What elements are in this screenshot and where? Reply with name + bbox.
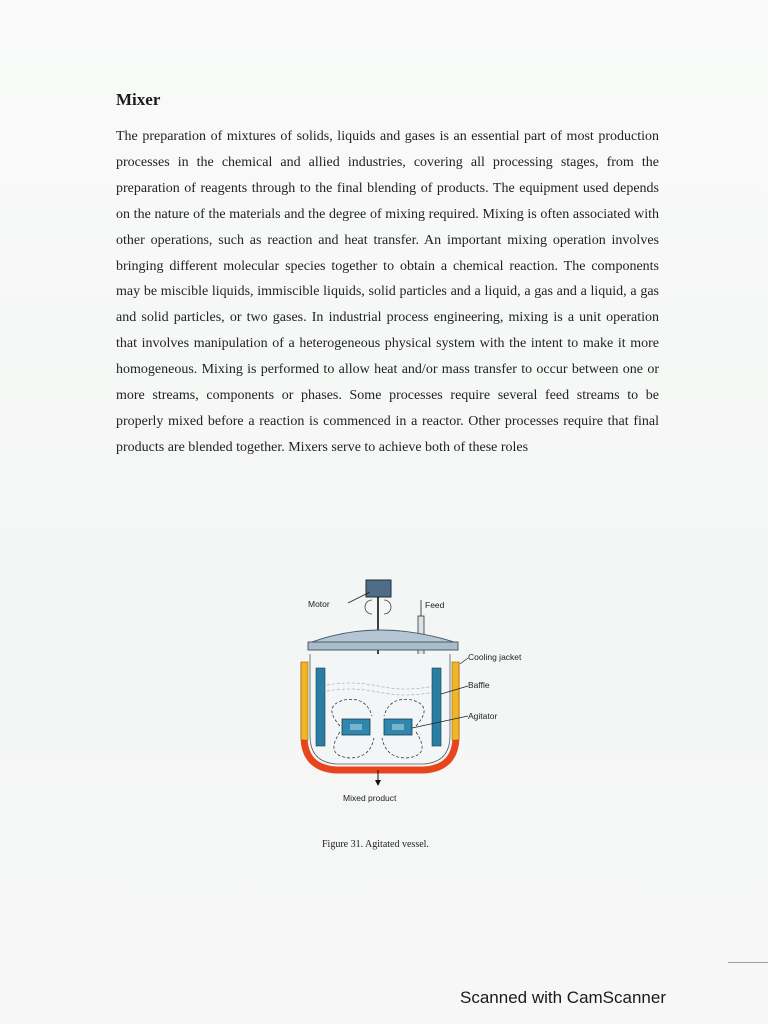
vessel-lid xyxy=(312,630,454,642)
agitator-label: Agitator xyxy=(468,711,498,721)
outlet-arrow-icon xyxy=(375,780,381,786)
motor-icon xyxy=(366,580,391,597)
body-paragraph: The preparation of mixtures of solids, liquids and gases is an essential part of most production processes in the chemical and allied industries, covering all processing stages, from the preparation of reagents through to the final blending of products. The equipment used depends on the nature of the materials and the degree of mixing required. Mixing is often associated with other operations, such as reaction and heat transfer. An important mixing operation involves bringing different molecular species together to obtain a chemical reaction. The components may be miscible liquids, immiscible liquids, solid particles and a liquid, a gas and a liquid, a gas and solid particles, or two gases. In industrial process engineering, mixing is a unit operation that involves manipulation of a heterogeneous physical system with the intent to make it more homogeneous. Mixing is performed to allow heat and/or mass transfer to occur between one or more streams, components or phases. Some processes require several feed streams to be properly mixed before a reaction is commenced in a reactor. Other processes require that final products are blended together. Mixers serve to achieve both of these roles xyxy=(116,129,659,455)
rotation-arrow-icon xyxy=(365,600,372,614)
vessel-body xyxy=(310,654,450,764)
cooling-jacket-left xyxy=(301,662,308,740)
baffle-left xyxy=(316,668,325,746)
camscanner-watermark: Scanned with CamScanner xyxy=(460,988,667,1007)
baffle-right xyxy=(432,668,441,746)
agitated-vessel-figure xyxy=(300,576,540,806)
mixed-product-label: Mixed product xyxy=(343,793,397,803)
section-heading: Mixer xyxy=(116,90,161,109)
baffle-label: Baffle xyxy=(468,680,490,690)
figure-caption: Figure 31. Agitated vessel. xyxy=(322,839,429,850)
cooling-jacket-right xyxy=(452,662,459,740)
feed-label: Feed xyxy=(425,600,445,610)
cooling-jacket-label: Cooling jacket xyxy=(468,652,522,662)
page-edge-line xyxy=(728,962,768,963)
agitated-vessel-diagram xyxy=(300,576,540,806)
motor-label: Motor xyxy=(308,599,330,609)
